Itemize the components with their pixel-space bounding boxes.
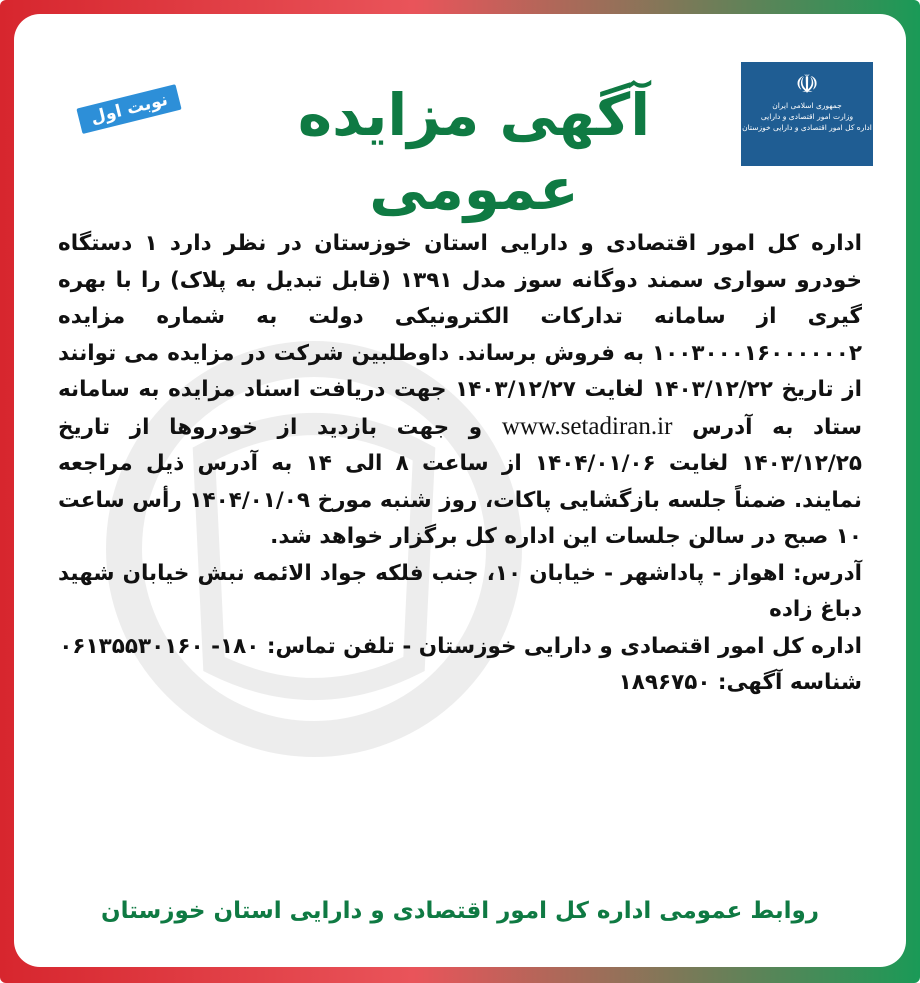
page-title: آگهی مزایده عمومی [297, 81, 651, 223]
main-paragraph [58, 226, 862, 556]
address-text: آدرس: اهواز - پاداشهر - خیابان ۱۰، جنب فلکه جواد الائمه نبش خیابان شهید دباغ زاده [58, 560, 862, 622]
notice-panel [14, 14, 906, 967]
iran-emblem-icon: ☫ [795, 70, 819, 100]
paragraph-part-2: و جهت بازدید از خودروها از تاریخ ۱۴۰۳/۱۲/۲۵ لغایت ۱۴۰۴/۰۱/۰۶ از ساعت ۸ الی ۱۴ به آدرس ذیل مراجعه نمایند. ضمناً جلسه بازگشایی پاکات، روز شنبه مورخ ۱۴۰۴/۰۱/۰۹ رأس ساعت ۱۰ صبح در سالن جلسات این اداره کل برگزار خواهد شد. [58, 414, 863, 549]
notice-body [58, 226, 862, 702]
website-link[interactable]: www.setadiran.ir [501, 412, 673, 440]
ministry-logo [741, 62, 873, 166]
paragraph-part-1: اداره کل امور اقتصادی و دارایی استان خوزستان در نظر دارد ۱ دستگاه خودرو سواری سمند دوگانه سوز مدل ۱۳۹۱ (قابل تبدیل به پلاک) را با بهره گیری از سامانه تدارکات الکترونیکی دولت به شماره مزایده ۱۰۰۳۰۰۰۱۶۰۰۰۰۰۰۲ به فروش برساند. داوطلبین شرکت در مزایده می توانند از تاریخ ۱۴۰۳/۱۲/۲۲ لغایت ۱۴۰۳/۱۲/۲۷ جهت دریافت اسناد مزایده به سامانه ستاد به آدرس [58, 231, 862, 440]
logo-line-3: اداره کل امور اقتصادی و دارایی خوزستان [742, 123, 872, 132]
contact-text: اداره کل امور اقتصادی و دارایی خوزستان - تلفن تماس: ۱۸۰- ۰۶۱۳۵۵۳۰۱۶۰ [59, 633, 862, 659]
logo-line-2: وزارت امور اقتصادی و دارایی [760, 112, 854, 121]
ad-id-text: شناسه آگهی: ۱۸۹۶۷۵۰ [618, 670, 862, 695]
logo-line-1: جمهوری اسلامی ایران [772, 101, 842, 110]
footer-credit: روابط عمومی اداره کل امور اقتصادی و دارایی استان خوزستان [100, 898, 820, 924]
round-badge: نوبت اول [76, 84, 182, 134]
